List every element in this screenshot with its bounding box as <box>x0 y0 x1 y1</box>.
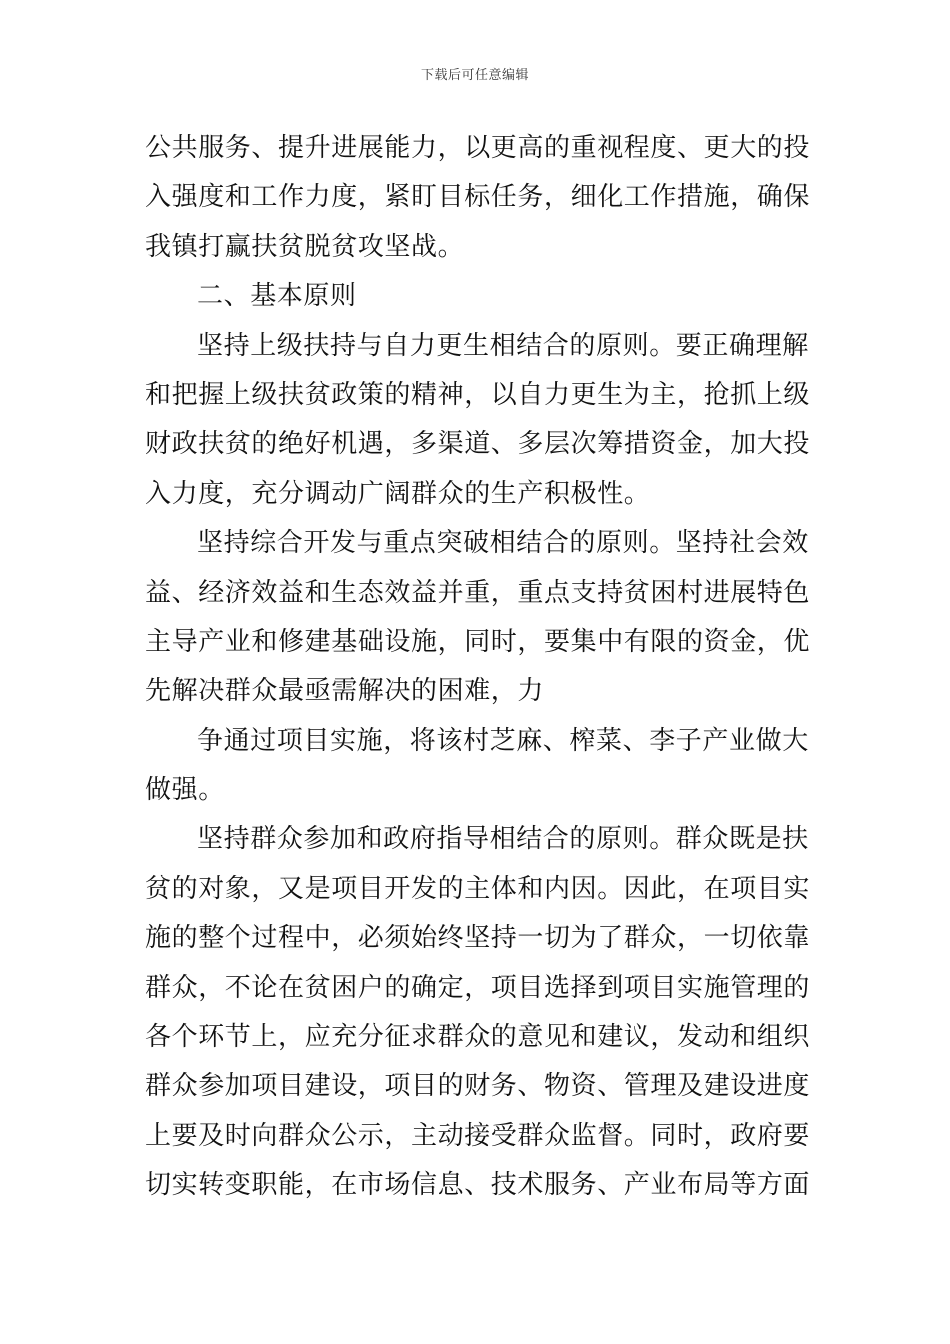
text-line: 益、经济效益和生态效益并重，重点支持贫困村进展特色 <box>145 577 811 608</box>
text-line: 坚持综合开发与重点突破相结合的原则。坚持社会效 <box>197 528 809 559</box>
text-line: 上要及时向群众公示，主动接受群众监督。同时，政府要 <box>145 1120 811 1151</box>
text-line: 施的整个过程中，必须始终坚持一切为了群众，一切依靠 <box>145 923 811 954</box>
page-header: 下载后可任意编辑 <box>420 68 529 83</box>
text-line: 入力度，充分调动广阔群众的生产积极性。 <box>145 478 651 509</box>
text-line: 我镇打赢扶贫脱贫攻坚战。 <box>145 231 465 262</box>
text-line: 做强。 <box>145 775 225 806</box>
text-line: 切实转变职能，在市场信息、技术服务、产业布局等方面 <box>145 1170 811 1201</box>
text-line: 群众参加项目建设，项目的财务、物资、管理及建设进度 <box>145 1071 811 1102</box>
text-line: 财政扶贫的绝好机遇，多渠道、多层次筹措资金，加大投 <box>145 429 811 460</box>
text-line: 主导产业和修建基础设施，同时，要集中有限的资金，优 <box>145 626 811 657</box>
body-text <box>145 124 809 1211</box>
text-line: 和把握上级扶贫政策的精神，以自力更生为主，抢抓上级 <box>145 379 811 410</box>
text-line: 各个环节上，应充分征求群众的意见和建议，发动和组织 <box>145 1022 811 1053</box>
text-line: 群众，不论在贫困户的确定，项目选择到项目实施管理的 <box>145 972 811 1003</box>
text-line: 公共服务、提升进展能力，以更高的重视程度、更大的投 <box>145 133 811 163</box>
text-line: 坚持群众参加和政府指导相结合的原则。群众既是扶 <box>197 824 809 855</box>
text-line: 争通过项目实施，将该村芝麻、榨菜、李子产业做大 <box>197 725 809 756</box>
text-line: 坚持上级扶持与自力更生相结合的原则。要正确理解 <box>197 330 809 361</box>
text-line: 贫的对象，又是项目开发的主体和内因。因此，在项目实 <box>145 873 811 904</box>
text-line: 先解决群众最亟需解决的困难，力 <box>145 676 545 707</box>
section-heading: 二、基本原则 <box>197 281 357 312</box>
text-line: 入强度和工作力度，紧盯目标任务，细化工作措施，确保 <box>145 182 811 213</box>
